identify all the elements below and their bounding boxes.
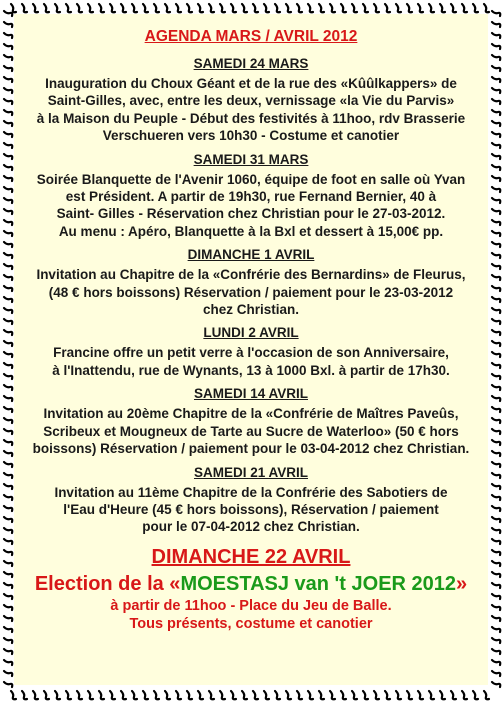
event-date: DIMANCHE 1 AVRIL [187,247,315,263]
event-date: LUNDI 2 AVRIL [203,325,299,341]
election-title [14,571,488,597]
event-description: Soirée Blanquette de l'Avenir 1060, équipe de foot en salle où Yvan est Président. A partir de 19h30, rue Fernand Bernier, 40 à Saint- Gilles - Réservation chez Christian pour le 27-03-2012. Au menu : Apéro, Blanquette à la Bxl et dessert à 15,00€ pp. [36,171,466,239]
event-date: SAMEDI 14 AVRIL [193,386,309,402]
election-suffix: » [456,572,468,595]
election-name: MOESTASJ van 't JOER 2012 [180,572,457,595]
event-date: SAMEDI 31 MARS [193,151,309,167]
agenda-content [14,28,488,633]
agenda-title: AGENDA MARS / AVRIL 2012 [144,28,358,45]
event-list [14,55,488,536]
event-description: Inauguration du Choux Géant et de la rue des «Kûûlkappers» de Saint-Gilles, avec, entre les deux, vernissage «la Vie du Parvis» à la Maison du Peuple - Début des festivités à 11hoo, rdv Brasserie Verschueren vers 10h30 - Costume et canotier [36,76,466,144]
event-item [14,55,488,145]
event-item [14,464,488,536]
election-prefix: Election de la « [34,572,181,595]
location-line: à partir de 11hoo - Place du Jeu de Balle. [110,597,392,614]
highlight-date: DIMANCHE 22 AVRIL [151,545,351,568]
event-description: Francine offre un petit verre à l'occasion de son Anniversaire, à l'Inattendu, rue de Wynants, 13 à 1000 Bxl. à partir de 17h30. [52,345,450,378]
event-item [14,385,488,457]
event-item [14,324,488,379]
event-date: SAMEDI 21 AVRIL [193,464,309,480]
event-item [14,246,488,318]
event-description: Invitation au 11ème Chapitre de la Confrérie des Sabotiers de l'Eau d'Heure (45 € hors boissons), Réservation / paiement pour le 07-04-2012 chez Christian. [54,484,448,535]
event-description: Invitation au Chapitre de la «Confrérie des Bernardins» de Fleurus, (48 € hors boissons) Réservation / paiement pour le 23-03-2012 chez Christian. [36,267,466,318]
dress-code-line: Tous présents, costume et canotier [129,615,373,632]
event-date: SAMEDI 24 MARS [193,56,309,71]
event-item [14,151,488,241]
event-description: Invitation au 20ème Chapitre de la «Confrérie de Maîtres Paveûs, Scribeux et Mougneux de Tarte au Sucre de Waterloo» (50 € hors boissons) Réservation / paiement pour le 03-04-2012 chez Christian. [32,406,470,457]
